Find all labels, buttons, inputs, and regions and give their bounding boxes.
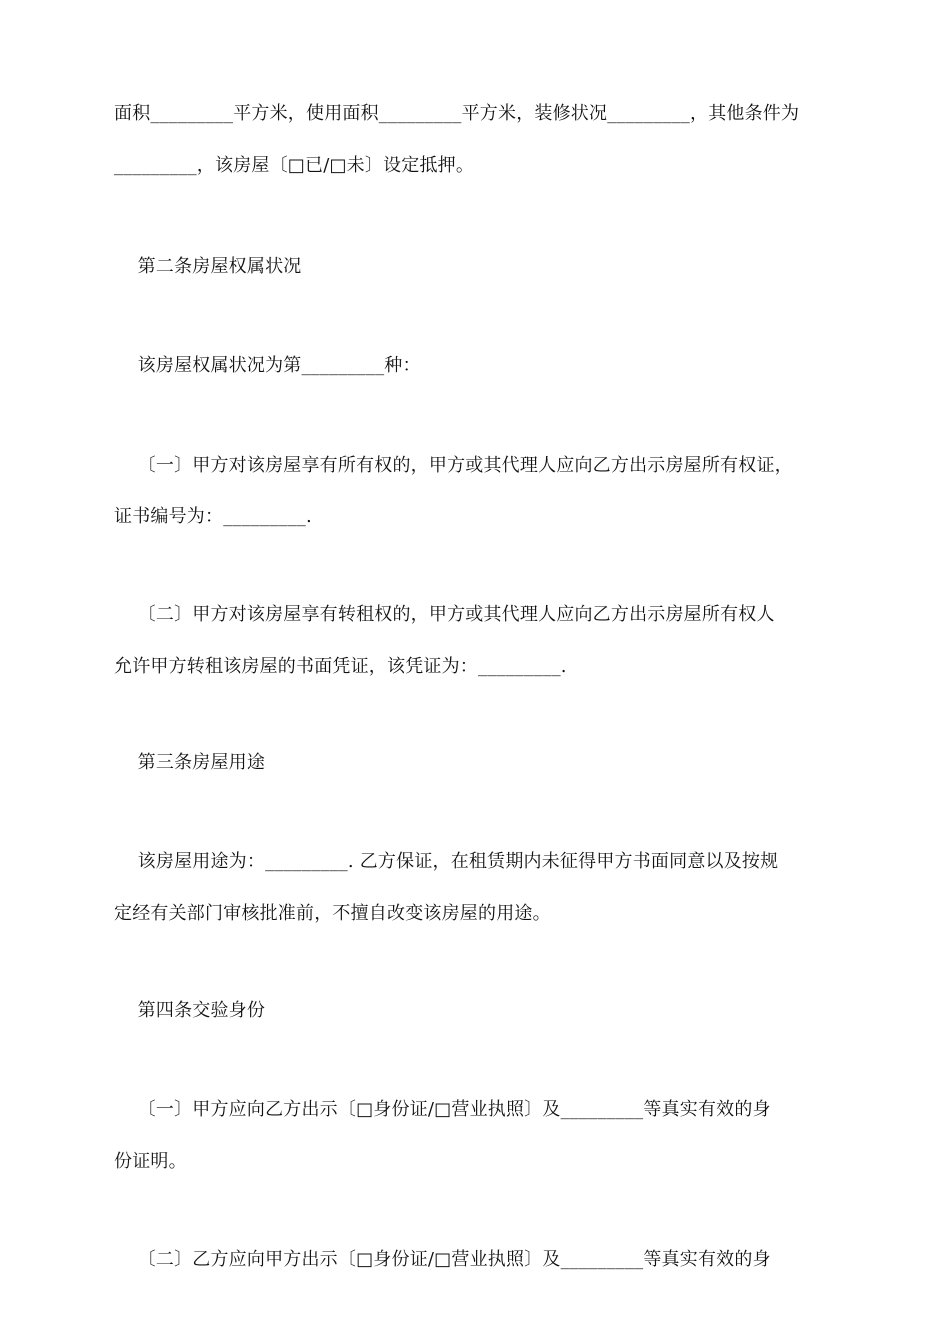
text-line: 〔二〕乙方应向甲方出示〔□身份证/□营业执照〕及_________等真实有效的身 — [114, 1249, 771, 1270]
text-line: 该房屋权属状况为第_________种： — [114, 355, 421, 376]
section-heading: 第四条交验身份 — [114, 1000, 266, 1021]
text-line: 证书编号为：_________. — [114, 506, 312, 527]
text-line: 〔一〕甲方应向乙方出示〔□身份证/□营业执照〕及_________等真实有效的身 — [114, 1099, 771, 1120]
text-line: _________，该房屋〔□已/□未〕设定抵押。 — [114, 155, 475, 176]
text-line: 面积_________平方米，使用面积_________平方米，装修状况_________，其他条件为 — [114, 103, 800, 124]
text-line: 〔一〕甲方对该房屋享有所有权的，甲方或其代理人应向乙方出示房屋所有权证， — [114, 455, 793, 476]
text-line: 定经有关部门审核批准前，不擅自改变该房屋的用途。 — [114, 903, 551, 924]
text-line: 份证明。 — [114, 1151, 187, 1172]
section-heading: 第二条房屋权属状况 — [114, 256, 302, 277]
text-line: 允许甲方转租该房屋的书面凭证，该凭证为：_________. — [114, 656, 567, 677]
text-line: 该房屋用途为：_________. 乙方保证，在租赁期内未征得甲方书面同意以及按规 — [114, 851, 779, 872]
text-line: 〔二〕甲方对该房屋享有转租权的，甲方或其代理人应向乙方出示房屋所有权人 — [114, 604, 775, 625]
section-heading: 第三条房屋用途 — [114, 752, 266, 773]
